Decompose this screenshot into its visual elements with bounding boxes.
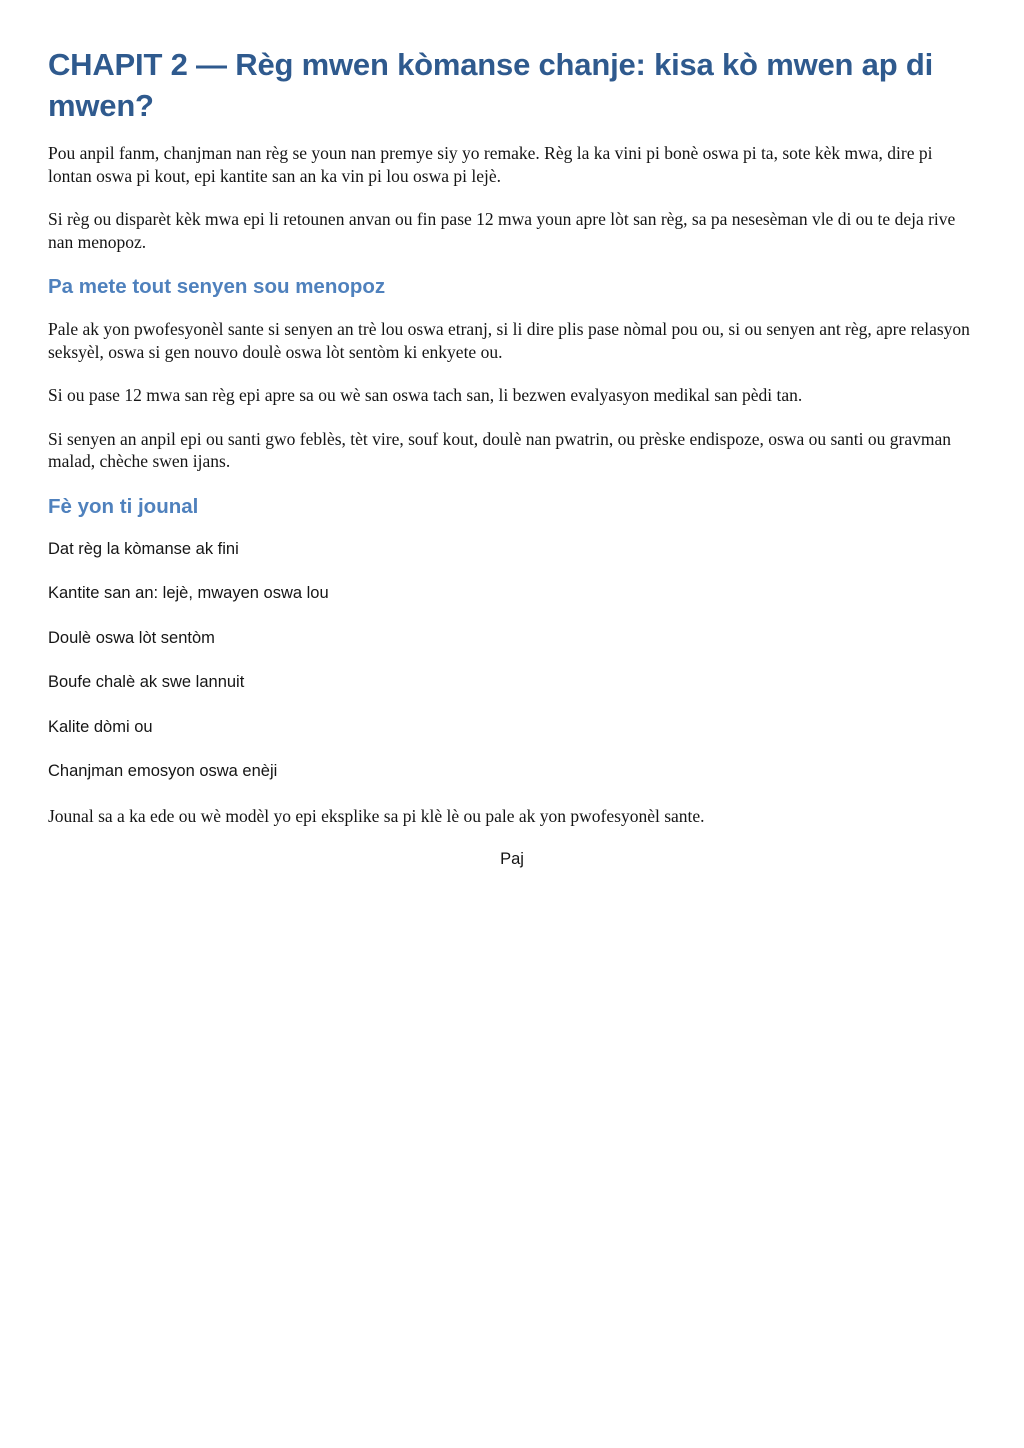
journal-item: Boufe chalè ak swe lannuit bbox=[48, 673, 245, 691]
section-heading-warning: Pa mete tout senyen sou menopoz bbox=[48, 275, 386, 298]
intro-paragraph-1: Pou anpil fanm, chanjman nan règ se youn nan premye siy yo remake. Règ la ka vini pi bonè oswa pi ta, sote kèk mwa, dire pi lontan oswa pi kout, epi kantite san an ka vin pi lou oswa pi lejè. bbox=[48, 143, 933, 186]
section-heading-journal: Fè yon ti jounal bbox=[48, 494, 199, 518]
intro-paragraph-2: Si règ ou disparèt kèk mwa epi li retounen anvan ou fin pase 12 mwa youn apre lòt san règ, sa pa nesesèman vle di ou te deja rive nan menopoz. bbox=[48, 209, 956, 252]
journal-item: Kantite san an: lejè, mwayen oswa lou bbox=[48, 584, 329, 602]
journal-list bbox=[48, 538, 976, 783]
warning-paragraph-1: Pale ak yon pwofesyonèl sante si senyen an trè lou oswa etranj, si li dire plis pase nòmal pou ou, si ou senyen ant règ, apre relasyon seksyèl, oswa si gen nouvo doulè oswa lòt sentòm ki enkyete ou. bbox=[48, 319, 970, 362]
journal-item: Chanjman emosyon oswa enèji bbox=[48, 762, 278, 780]
warning-paragraph-2: Si ou pase 12 mwa san règ epi apre sa ou wè san oswa tach san, li bezwen evalyasyon medikal san pèdi tan. bbox=[48, 385, 803, 405]
journal-item: Dat règ la kòmanse ak fini bbox=[48, 539, 239, 558]
journal-item: Doulè oswa lòt sentòm bbox=[48, 628, 215, 647]
warning-paragraph-3: Si senyen an anpil epi ou santi gwo feblès, tèt vire, souf kout, doulè nan pwatrin, ou prèske endispoze, oswa ou santi ou gravman malad, chèche swen ijans. bbox=[48, 428, 951, 471]
page-footer-label: Paj bbox=[500, 850, 524, 868]
journal-item: Kalite dòmi ou bbox=[48, 717, 153, 736]
chapter-title: CHAPIT 2 — Règ mwen kòmanse chanje: kisa kò mwen ap di mwen? bbox=[48, 47, 934, 123]
journal-closing-paragraph: Jounal sa a ka ede ou wè modèl yo epi eksplike sa pi klè lè ou pale ak yon pwofesyonèl sante. bbox=[48, 805, 705, 826]
